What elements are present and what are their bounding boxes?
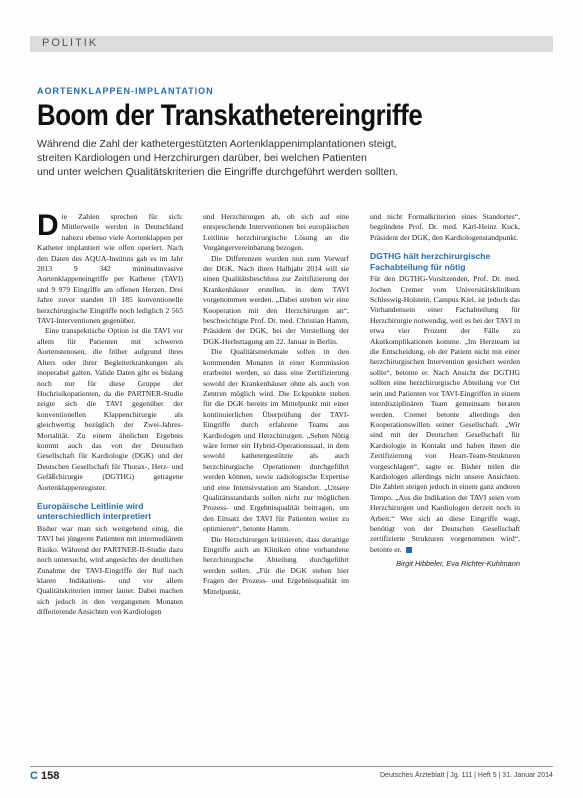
paragraph-text: ie Zahlen sprechen für sich: Mittlerweile werden in Deutschland nahezu ebenso viele Aortenklappen per Katheter implantiert wie offen operiert. Nach den Daten des AQUA-Instituts gab es im Jahr 2013 9 342 minimalinvasive Aortenklappeneingriffe per Katheter (TAVI) und 9 979 Eingriffe am offenen Herzen. Drei Jahre zuvor standen 10 185 konventionelle herzchirurgische Eingriffe noch lediglich 2 565 TAVI-Interventionen gegenüber. xyxy=(37,212,183,326)
lead-line: und unter welchen Qualitätskriterien die Eingriffe durchgeführt werden sollten. xyxy=(37,166,399,178)
drop-cap: D xyxy=(37,209,59,242)
paragraph: Bisher war man sich weitgehend einig, die TAVI bei jüngeren Patienten mit intermediärem Risiko. Während der PARTNER-II-Studie dazu noch untersucht, wird angesichts der deutlichen Zunahme der TAVI-Eingriffe der Ruf nach klaren Indikations- und vor allem Qualitätskriterien immer lauter. Dabei machen sich jedoch in den vergangenen Monaten differierende Ansichten von Kardiologen xyxy=(37,523,183,617)
paragraph: und Herzchirurgen ab, ob sich auf eine entsprechende Interventionen bei europäischen Leitlinie herzchirurgische Lösung an die Vorgängervereinbarung bezogen. xyxy=(203,212,349,253)
paragraph xyxy=(37,209,183,326)
lead-line: streiten Kardiologen und Herzchirurgen darüber, bei welchen Patienten xyxy=(37,152,367,164)
paragraph: Die Herzchirurgen kritisieren, dass derartige Eingriffe auch an Kliniken ohne vorhandene herzchirurgische Abteilung durchgeführt werden sollen. „Für die DGK stehen hier Fragen der Prozess- und Ergebnisqualität im Mittelpunkt, xyxy=(203,534,349,596)
paragraph: Die Differenzen wurden nun zum Vorwurf der DGK. Nach ihren Halbjahr 2014 will sie einen Qualitätsbeschluss zur Zertifizierung der Krankenhäuser erstellen, in dem TAVI vorgenommen werden. „Dabei streben wir eine Kooperation mit den Herzchirurgen an“, beschwichtigte Prof. Dr. med. Christian Hamm, Präsident der DGK, bei der Vorstellung der DGK-Herbsttagung am 22. Januar in Berlin. xyxy=(203,253,349,346)
article-column-1 xyxy=(37,209,183,618)
paragraph xyxy=(370,274,520,555)
journal-reference: Deutsches Ärzteblatt | Jg. 111 | Heft 5 | 31. Januar 2014 xyxy=(380,772,553,779)
section-bar xyxy=(30,36,553,52)
footer-rule xyxy=(30,766,553,767)
article-lead xyxy=(37,137,557,179)
section-label: POLITIK xyxy=(42,37,99,49)
article-kicker: AORTENKLAPPEN-IMPLANTATION xyxy=(37,86,214,96)
article-column-3 xyxy=(370,212,520,570)
paragraph-text: Für den DGTHG-Vorsitzenden, Prof. Dr. med. Jochen Cremer vom Universitätsklinikum Schleswig-Holstein, Campus Kiel, ist jedoch das Vorhandensein einer Fachabteilung für Herzchirurgie notwendig, weil es bei der TAVI in etwa vier Prozent der Fälle zu Akutkomplikationen komme. „Im Herzteam ist die Entscheidung, ob der Patient nicht mit einer herzchirurgischen Intervention gesichert werden sollte“, betonte er. Nach Ansicht der DGTHG sollten eine herzchirurgische Abteilung vor Ort sein und Patienten vor TAVI-Eingriffen in einem interdisziplinären Team gemeinsam beraten werden. Cremer betonte allerdings den Kooperationswillen seiner Gesellschaft. „Wir sind mit der Deutschen Gesellschaft für Kardiologie in Kontakt und haben ihnen die Zertifizierung von Heart-Team-Strukturen vorgeschlagen“, sagte er. Bisher teilen die Kardiologen allerdings nicht unsere Ansichten. Die Zahlen steigen jedoch in einem ganz anderen Tempo. „Aus die Indikation der TAVI seien vom Herzchirurgen und Kardiologen derzeit noch in Arbeit.“ Wer sich an diese Eingriffe wagt, benötigt von der Deutschen Gesellschaft zertifizierte Strukturen vorgenommen wird“, betonte er. xyxy=(370,274,520,554)
lead-line: Während die Zahl der kathetergestützten Aortenklappenimplantationen steigt, xyxy=(37,138,397,150)
page-number-prefix: C xyxy=(30,770,38,782)
article-headline: Boom der Transkathetereingriffe xyxy=(37,99,423,132)
subheading: Europäische Leitlinie wird unterschiedlich interpretiert xyxy=(37,500,152,522)
page-number xyxy=(30,770,59,782)
page-number-value: 158 xyxy=(41,770,60,782)
subheading: DGTHG hält herzchirurgische Fachabteilung für nötig xyxy=(370,251,491,272)
paragraph: Die Qualitätsmerkmale sollen in den kommenden Monaten in einer Kommission erarbeitet werden, so dass eine Zertifizierung sowohl der Krankenhäuser ohne als auch von Zentren möglich wird. Die Eckpunkte stehen für die DGK bereits im Mittelpunkt mit einer kontinuierlichen Überprüfung der TAVI-Eingriffe durch erfahrene Teams aus Kardiologen und Herzchirurgen. „Sehen Nötig wäre ferner ein Hybrid-Operationssaal, in dem sowohl kathetergestützte als auch herzchirurgische Operationen durchgeführt werden können, sowie radiologische Expertise und eine Intensivstation am Standort. „Unsere Qualitätsstandards sollen nicht zur möglichen Prozess- und Ergebnisqualität beitragen, um den Einsatz der TAVI für Patienten weiter zu optimieren“, betonte Hamm. xyxy=(203,347,349,534)
end-mark-icon xyxy=(406,547,412,553)
article-author: Birgit Hibbeler, Eva Richter-Kuhlmann xyxy=(396,559,520,569)
article-column-2 xyxy=(203,212,349,597)
paragraph: und nicht Formalkriterien eines Standortes“, begründete Prof. Dr. med. Karl-Heinz Kuck, Präsident der DGK, den Kardiologenstandpunkt. xyxy=(370,212,520,242)
paragraph: Eine transpektische Option ist die TAVI vor allem für Patienten mit schweren Aortenstenosen, die früher aufgrund ihres Alters oder ihrer Begleiterkrankungen als inoperabel galten. Valide Daten gibt es bislang noch nur für diese Gruppe der Hochrisikopatienten, da die PARTNER-Studie zeigte sich die TAVI gegenüber der konventionellen Klappenchirurgie als gleichwertig bezüglich der Zwei-Jahres-Mortalität. Zu einem ähnlichen Ergebnis kommt auch das von der Deutschen Gesellschaft für Kardiologie (DGK) und der Deutschen Gesellschaft für Thorax-, Herz- und Gefäßchirurgie (DGTHG) getragene Aortenklappenregister. xyxy=(37,326,183,492)
